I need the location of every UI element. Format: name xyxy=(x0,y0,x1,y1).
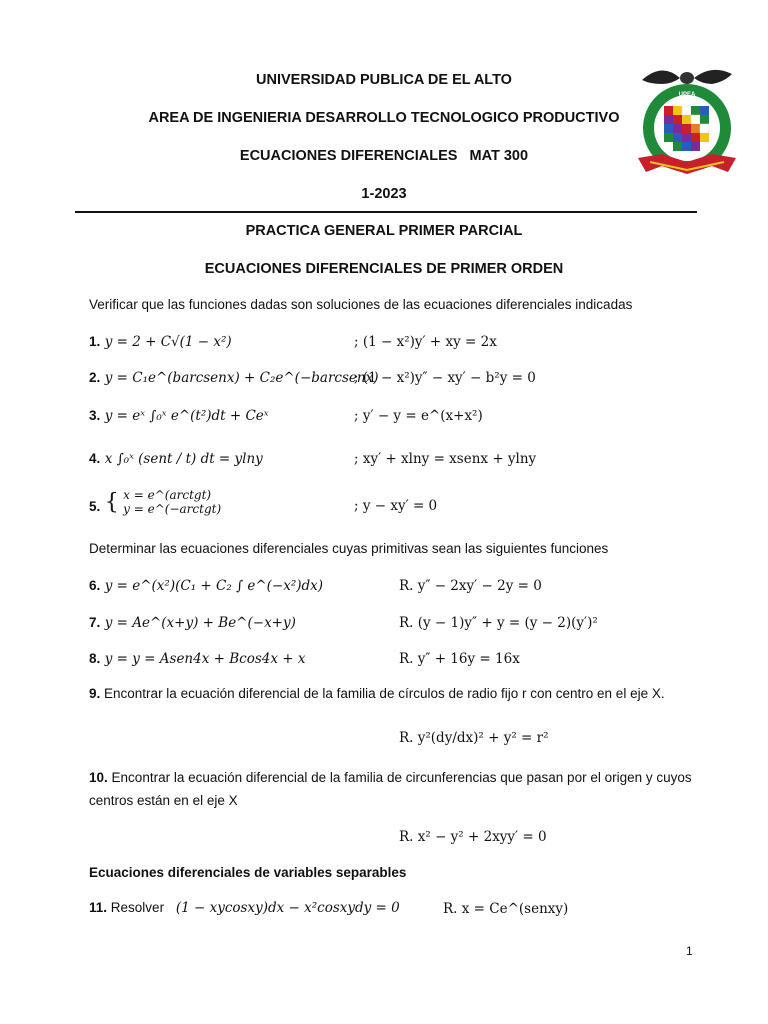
university-name: UNIVERSIDAD PUBLICA DE EL ALTO xyxy=(256,72,512,88)
item-number: 11. xyxy=(89,900,108,915)
item-answer: R. y″ − 2xy′ − 2y = 0 xyxy=(399,578,542,594)
item-number: 9. xyxy=(89,686,101,701)
item-number: 8. xyxy=(89,651,101,666)
list-item xyxy=(89,900,400,916)
item-function: x ∫₀ˣ (sent / t) dt = ylny xyxy=(104,451,263,467)
item-function: y = e^(x²)(C₁ + C₂ ∫ e^(−x²)dx) xyxy=(104,578,324,594)
item-function-x: x = e^(arctgt) xyxy=(123,488,212,502)
item-equation: ; y′ − y = e^(x+x²) xyxy=(354,408,483,424)
item-number: 10. xyxy=(89,770,108,785)
item-number: 3. xyxy=(89,408,101,423)
list-item xyxy=(89,770,692,785)
item-equation: ; xy′ + xlny = xsenx + ylny xyxy=(354,451,537,467)
list-item xyxy=(89,333,232,351)
item-function: y = eˣ ∫₀ˣ e^(t²)dt + Ceˣ xyxy=(104,408,269,424)
item-function: y = y = Asen4x + Bcos4x + x xyxy=(104,651,306,667)
item-text: Encontrar la ecuación diferencial de la familia de círculos de radio fijo r con centro en el eje X. xyxy=(104,686,665,701)
item-function: y = Ae^(x+y) + Be^(−x+y) xyxy=(104,615,296,631)
item-answer: R. (y − 1)y″ + y = (y − 2)(y′)² xyxy=(399,615,598,631)
item-answer: R. x² − y² + 2xyy′ = 0 xyxy=(399,829,547,845)
item-equation: ; (1 − x²)y″ − xy′ − b²y = 0 xyxy=(354,370,536,386)
list-item xyxy=(89,614,296,632)
item-number: 1. xyxy=(89,334,101,349)
list-item xyxy=(89,577,323,595)
brace-icon: { xyxy=(104,490,119,515)
item-label: Resolver xyxy=(110,900,165,915)
item-number: 2. xyxy=(89,370,101,385)
item-function: y = C₁e^(barcsenx) + C₂e^(−barcsenx) xyxy=(104,370,379,386)
list-item xyxy=(89,450,263,468)
item-text: Encontrar la ecuación diferencial de la familia de circunferencias que pasan por el origen y cuyos xyxy=(111,770,692,785)
item-number: 7. xyxy=(89,615,101,630)
section-heading: Ecuaciones diferenciales de variables separables xyxy=(89,865,407,880)
item-text-continued: centros están en el eje X xyxy=(89,793,238,808)
item-equation: (1 − xycosxy)dx − x²cosxydy = 0 xyxy=(175,900,400,916)
area-name: AREA DE INGENIERIA DESARROLLO TECNOLOGICO PRODUCTIVO xyxy=(148,110,620,126)
logo-label: UPEA xyxy=(678,92,696,98)
term: 1-2023 xyxy=(361,186,407,202)
item-equation: ; (1 − x²)y′ + xy = 2x xyxy=(354,334,497,350)
item-answer: R. x = Ce^(senxy) xyxy=(443,901,569,917)
list-item xyxy=(89,650,305,668)
item-number: 5. xyxy=(89,499,101,514)
page-subtitle: ECUACIONES DIFERENCIALES DE PRIMER ORDEN xyxy=(204,261,564,277)
item-function: y = 2 + C√(1 − x²) xyxy=(104,334,232,350)
section2-intro: Determinar las ecuaciones diferenciales cuyas primitivas sean las siguientes funciones xyxy=(89,541,609,556)
page-title: PRACTICA GENERAL PRIMER PARCIAL xyxy=(245,223,523,239)
item-number: 4. xyxy=(89,451,101,466)
header-divider xyxy=(75,211,697,213)
list-item xyxy=(89,686,665,701)
item-equation: ; y − xy′ = 0 xyxy=(354,498,438,514)
list-item xyxy=(89,369,378,387)
list-item xyxy=(89,488,221,518)
item-answer: R. y″ + 16y = 16x xyxy=(399,651,520,667)
item-number: 6. xyxy=(89,578,101,593)
item-answer: R. y²(dy/dx)² + y² = r² xyxy=(399,730,549,746)
list-item xyxy=(89,407,269,425)
section1-intro: Verificar que las funciones dadas son soluciones de las ecuaciones diferenciales indicadas xyxy=(89,297,633,312)
course-name: ECUACIONES DIFERENCIALES MAT 300 xyxy=(239,148,529,164)
page-number: 1 xyxy=(686,944,693,958)
item-function-y: y = e^(−arctgt) xyxy=(123,502,222,516)
university-seal-icon xyxy=(632,62,742,182)
